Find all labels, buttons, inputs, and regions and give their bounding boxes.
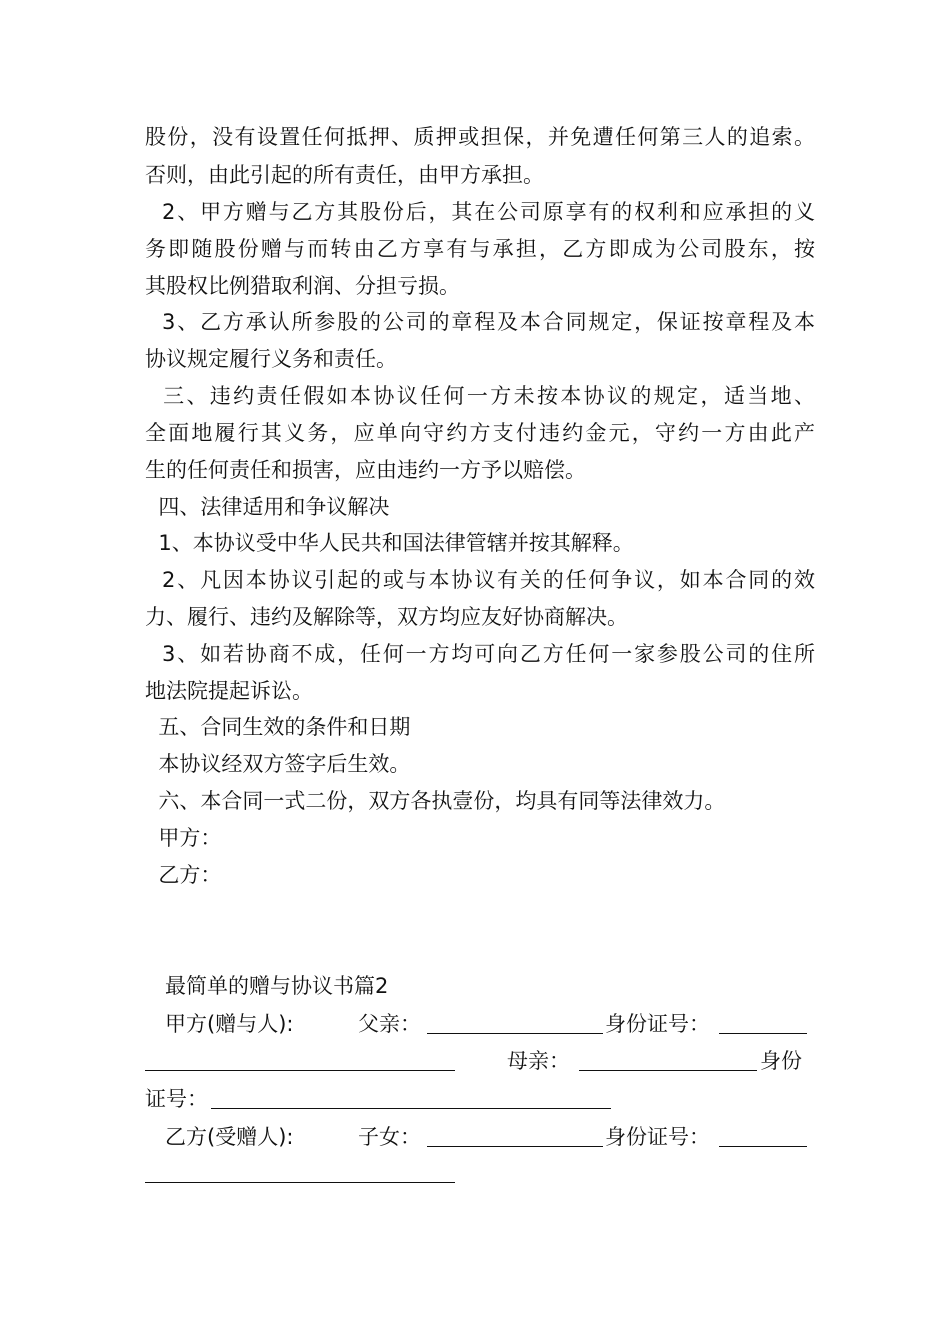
blank-line <box>719 1011 807 1034</box>
paragraph-line: 务即随股份赠与而转由乙方享有与承担，乙方即成为公司股东，按 <box>145 237 815 261</box>
donee-line <box>145 1124 815 1150</box>
paragraph-line: 地法院提起诉讼。 <box>145 679 313 703</box>
section-title: 最简单的赠与协议书篇2 <box>165 974 389 998</box>
paragraph-line: 三、违约责任假如本协议任何一方未按本协议的规定，适当地、 <box>145 384 815 408</box>
paragraph-line: 3、如若协商不成，任何一方均可向乙方任何一家参股公司的住所 <box>145 642 815 666</box>
blank-line <box>145 1048 455 1071</box>
donee-label: 乙方(受赠人): <box>165 1125 294 1149</box>
paragraph-line: 股份，没有设置任何抵押、质押或担保，并免遭任何第三人的追索。 <box>145 125 815 149</box>
id-label-part: 身份 <box>760 1049 802 1073</box>
donee-line <box>145 1160 815 1186</box>
donor-line <box>145 1011 815 1037</box>
paragraph-line: 1、本协议受中华人民共和国法律管辖并按其解释。 <box>145 531 634 555</box>
blank-line <box>427 1124 603 1147</box>
paragraph-line: 本协议经双方签字后生效。 <box>145 752 411 776</box>
blank-line <box>579 1048 757 1071</box>
child-label: 子女： <box>358 1125 421 1149</box>
paragraph-line: 否则，由此引起的所有责任，由甲方承担。 <box>145 163 544 187</box>
paragraph-line: 协议规定履行义务和责任。 <box>145 347 397 371</box>
paragraph-line: 其股权比例猎取利润、分担亏损。 <box>145 274 460 298</box>
donor-line <box>145 1086 815 1112</box>
section-heading: 五、合同生效的条件和日期 <box>145 715 411 739</box>
party-a-signature: 甲方： <box>145 826 222 850</box>
section-heading: 四、法律适用和争议解决 <box>145 495 390 519</box>
paragraph-line: 2、凡因本协议引起的或与本协议有关的任何争议，如本合同的效 <box>145 568 815 592</box>
paragraph-line: 生的任何责任和损害，应由违约一方予以赔偿。 <box>145 458 586 482</box>
blank-line <box>145 1160 455 1183</box>
party-b-signature: 乙方： <box>145 863 222 887</box>
date-line <box>165 899 465 925</box>
blank-line <box>211 1086 611 1109</box>
donor-line <box>145 1048 815 1074</box>
id-label: 身份证号： <box>605 1012 710 1036</box>
paragraph-line: 3、乙方承认所参股的公司的章程及本合同规定，保证按章程及本 <box>145 310 815 334</box>
father-label: 父亲： <box>358 1012 421 1036</box>
id-label-part: 证号： <box>145 1087 208 1111</box>
paragraph-line: 全面地履行其义务，应单向守约方支付违约金元，守约一方由此产 <box>145 421 815 445</box>
blank-line <box>427 1011 603 1034</box>
mother-label: 母亲： <box>507 1049 570 1073</box>
date-line <box>165 935 465 961</box>
paragraph-line: 力、履行、违约及解除等，双方均应友好协商解决。 <box>145 605 628 629</box>
blank-line <box>719 1124 807 1147</box>
id-label: 身份证号： <box>605 1125 710 1149</box>
paragraph-line: 六、本合同一式二份，双方各执壹份，均具有同等法律效力。 <box>145 789 726 813</box>
paragraph-line: 2、甲方赠与乙方其股份后，其在公司原享有的权利和应承担的义 <box>145 200 815 224</box>
donor-label: 甲方(赠与人): <box>165 1012 294 1036</box>
